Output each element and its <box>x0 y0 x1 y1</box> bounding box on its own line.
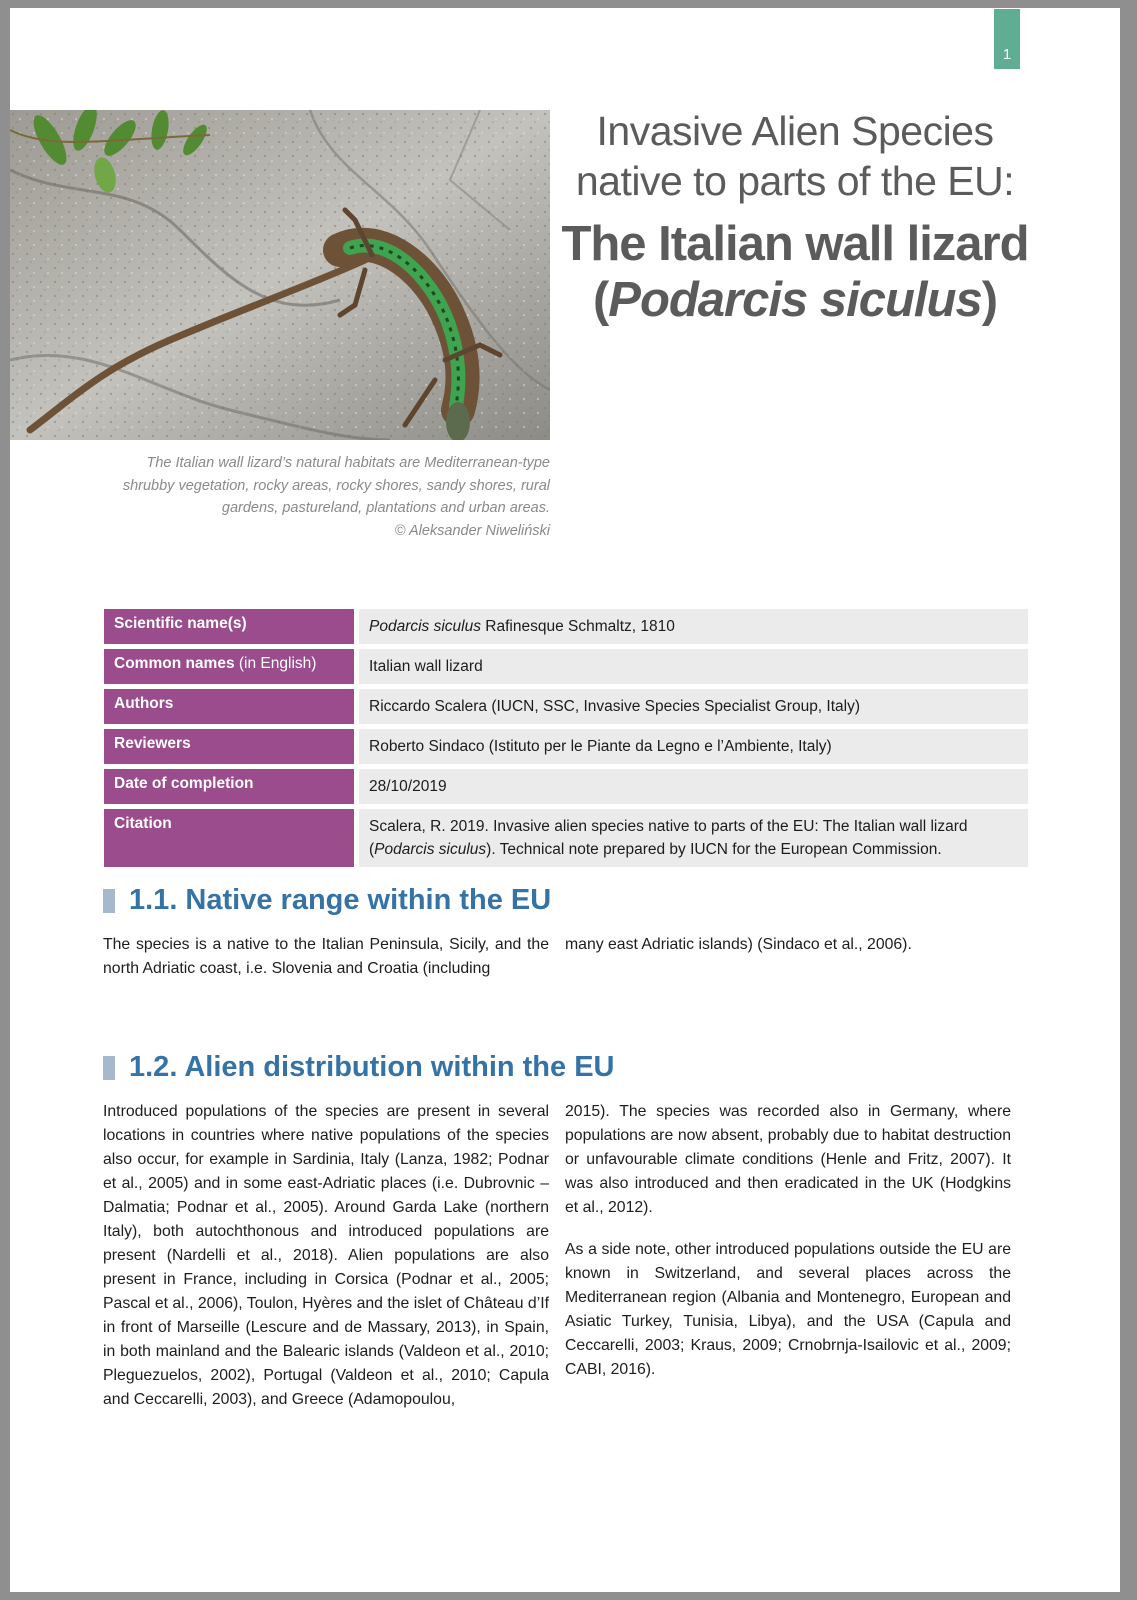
species-name: Podarcis siculus <box>369 618 481 635</box>
table-row <box>104 689 1028 724</box>
caption-line: shrubby vegetation, rocky areas, rocky shores, sandy shores, rural <box>122 477 550 494</box>
table-row <box>104 809 1028 867</box>
row-value <box>359 609 1028 644</box>
caption-line: The Italian wall lizard’s natural habitats are Mediterranean-type <box>146 455 550 471</box>
title-main-line: The Italian wall lizard <box>561 217 1029 271</box>
species-name: Podarcis siculus <box>374 841 487 858</box>
paragraph: As a side note, other introduced populations outside the EU are known in Switzerland, and several places across the Mediterranean region (Albania and Montenegro, European and Asiatic Turkey, Tunisia, Libya), and the USA (Capula and Ceccarelli, 2003; Kraus, 2009; Crnobrnja-Isailovic et al., 2009; CABI, 2016). <box>565 1241 1011 1378</box>
page-number: 1 <box>1002 46 1012 63</box>
row-label: Authors <box>104 689 359 724</box>
species-name: Podarcis siculus <box>608 273 982 327</box>
table-row <box>104 729 1028 764</box>
row-label: Reviewers <box>104 729 359 764</box>
section-heading-alien-distribution <box>103 1051 615 1084</box>
title-subline: native to parts of the EU: <box>575 158 1015 204</box>
heading-bar <box>103 889 115 913</box>
paren-close: ) <box>981 273 998 327</box>
section-heading-native-range <box>103 884 551 917</box>
heading-text: 1.2. Alien distribution within the EU <box>129 1051 615 1083</box>
alien-distribution-text-right <box>565 1100 1011 1382</box>
value-text: ). Technical note prepared by IUCN for the European Commission. <box>486 841 942 858</box>
native-range-text-left: The species is a native to the Italian Peninsula, Sicily, and the north Adriatic coast, i.e. Slovenia and Croatia (including <box>103 936 549 977</box>
page-number-tab <box>994 9 1020 69</box>
alien-distribution-text-left: Introduced populations of the species are present in several locations in countries where native populations of the species also occur, for example in Sardinia, Italy (Lanza, 1982; Podnar et al., 2005) and in some east-Adriatic places (i.e. Dubrovnic – Dalmatia; Podnar et al., 2005). Around Garda Lake (northern Italy), both autochthonous and introduced populations are present (Nardelli et al., 2018). Alien populations are also present in France, including in Corsica (Podnar et al., 2005; Pascal et al., 2006), Toulon, Hyères and the islet of Château d’If in front of Marseille (Lescure and de Massary, 2013), in Spain, in both mainland and the Balearic islands (Valdeon et al., 2010; Pleguezuelos, 2002), Portugal (Valdeon et al., 2010; Capula and Ceccarelli, 2003), and Greece (Adamopoulou, <box>103 1103 549 1408</box>
row-label: Date of completion <box>104 769 359 804</box>
document-page <box>10 8 1120 1592</box>
value-text: Scalera, R. 2019. Invasive alien species native to parts of the EU: The Italian wall lizard ( <box>369 818 968 858</box>
label-text: (in English) <box>234 655 317 672</box>
heading-text: 1.1. Native range within the EU <box>129 884 552 916</box>
row-label <box>104 649 359 684</box>
row-value: Riccardo Scalera (IUCN, SSC, Invasive Species Specialist Group, Italy) <box>359 689 1028 724</box>
value-text: Rafinesque Schmaltz, 1810 <box>481 618 675 635</box>
photo-credit: © Aleksander Niweliński <box>394 522 550 539</box>
table-row <box>104 649 1028 684</box>
document-title <box>550 106 1040 328</box>
title-main-species <box>550 272 1040 328</box>
paragraph: 2015). The species was recorded also in Germany, where populations are now absent, probably due to habitat destruction or unfavourable climate conditions (Henle and Fritz, 2007). It was also introduced and then eradicated in the UK (Hodgkins et al., 2012). <box>565 1103 1011 1216</box>
title-subline: Invasive Alien Species <box>596 108 994 154</box>
title-main <box>550 216 1040 328</box>
species-info-table <box>104 604 1028 872</box>
row-label: Scientific name(s) <box>104 609 359 644</box>
row-value: 28/10/2019 <box>359 769 1028 804</box>
label-text: Common names <box>114 655 235 672</box>
native-range-text-right: many east Adriatic islands) (Sindaco et al., 2006). <box>565 936 912 953</box>
photo-caption <box>70 452 550 542</box>
paren-open: ( <box>592 273 609 327</box>
row-value: Italian wall lizard <box>359 649 1028 684</box>
table-row <box>104 769 1028 804</box>
row-label: Citation <box>104 809 359 867</box>
row-value: Roberto Sindaco (Istituto per le Piante da Legno e l’Ambiente, Italy) <box>359 729 1028 764</box>
heading-bar <box>103 1056 115 1080</box>
row-value <box>359 809 1028 867</box>
table-row <box>104 609 1028 644</box>
lizard-photo <box>10 110 550 440</box>
caption-line: gardens, pastureland, plantations and urban areas. <box>221 500 550 516</box>
